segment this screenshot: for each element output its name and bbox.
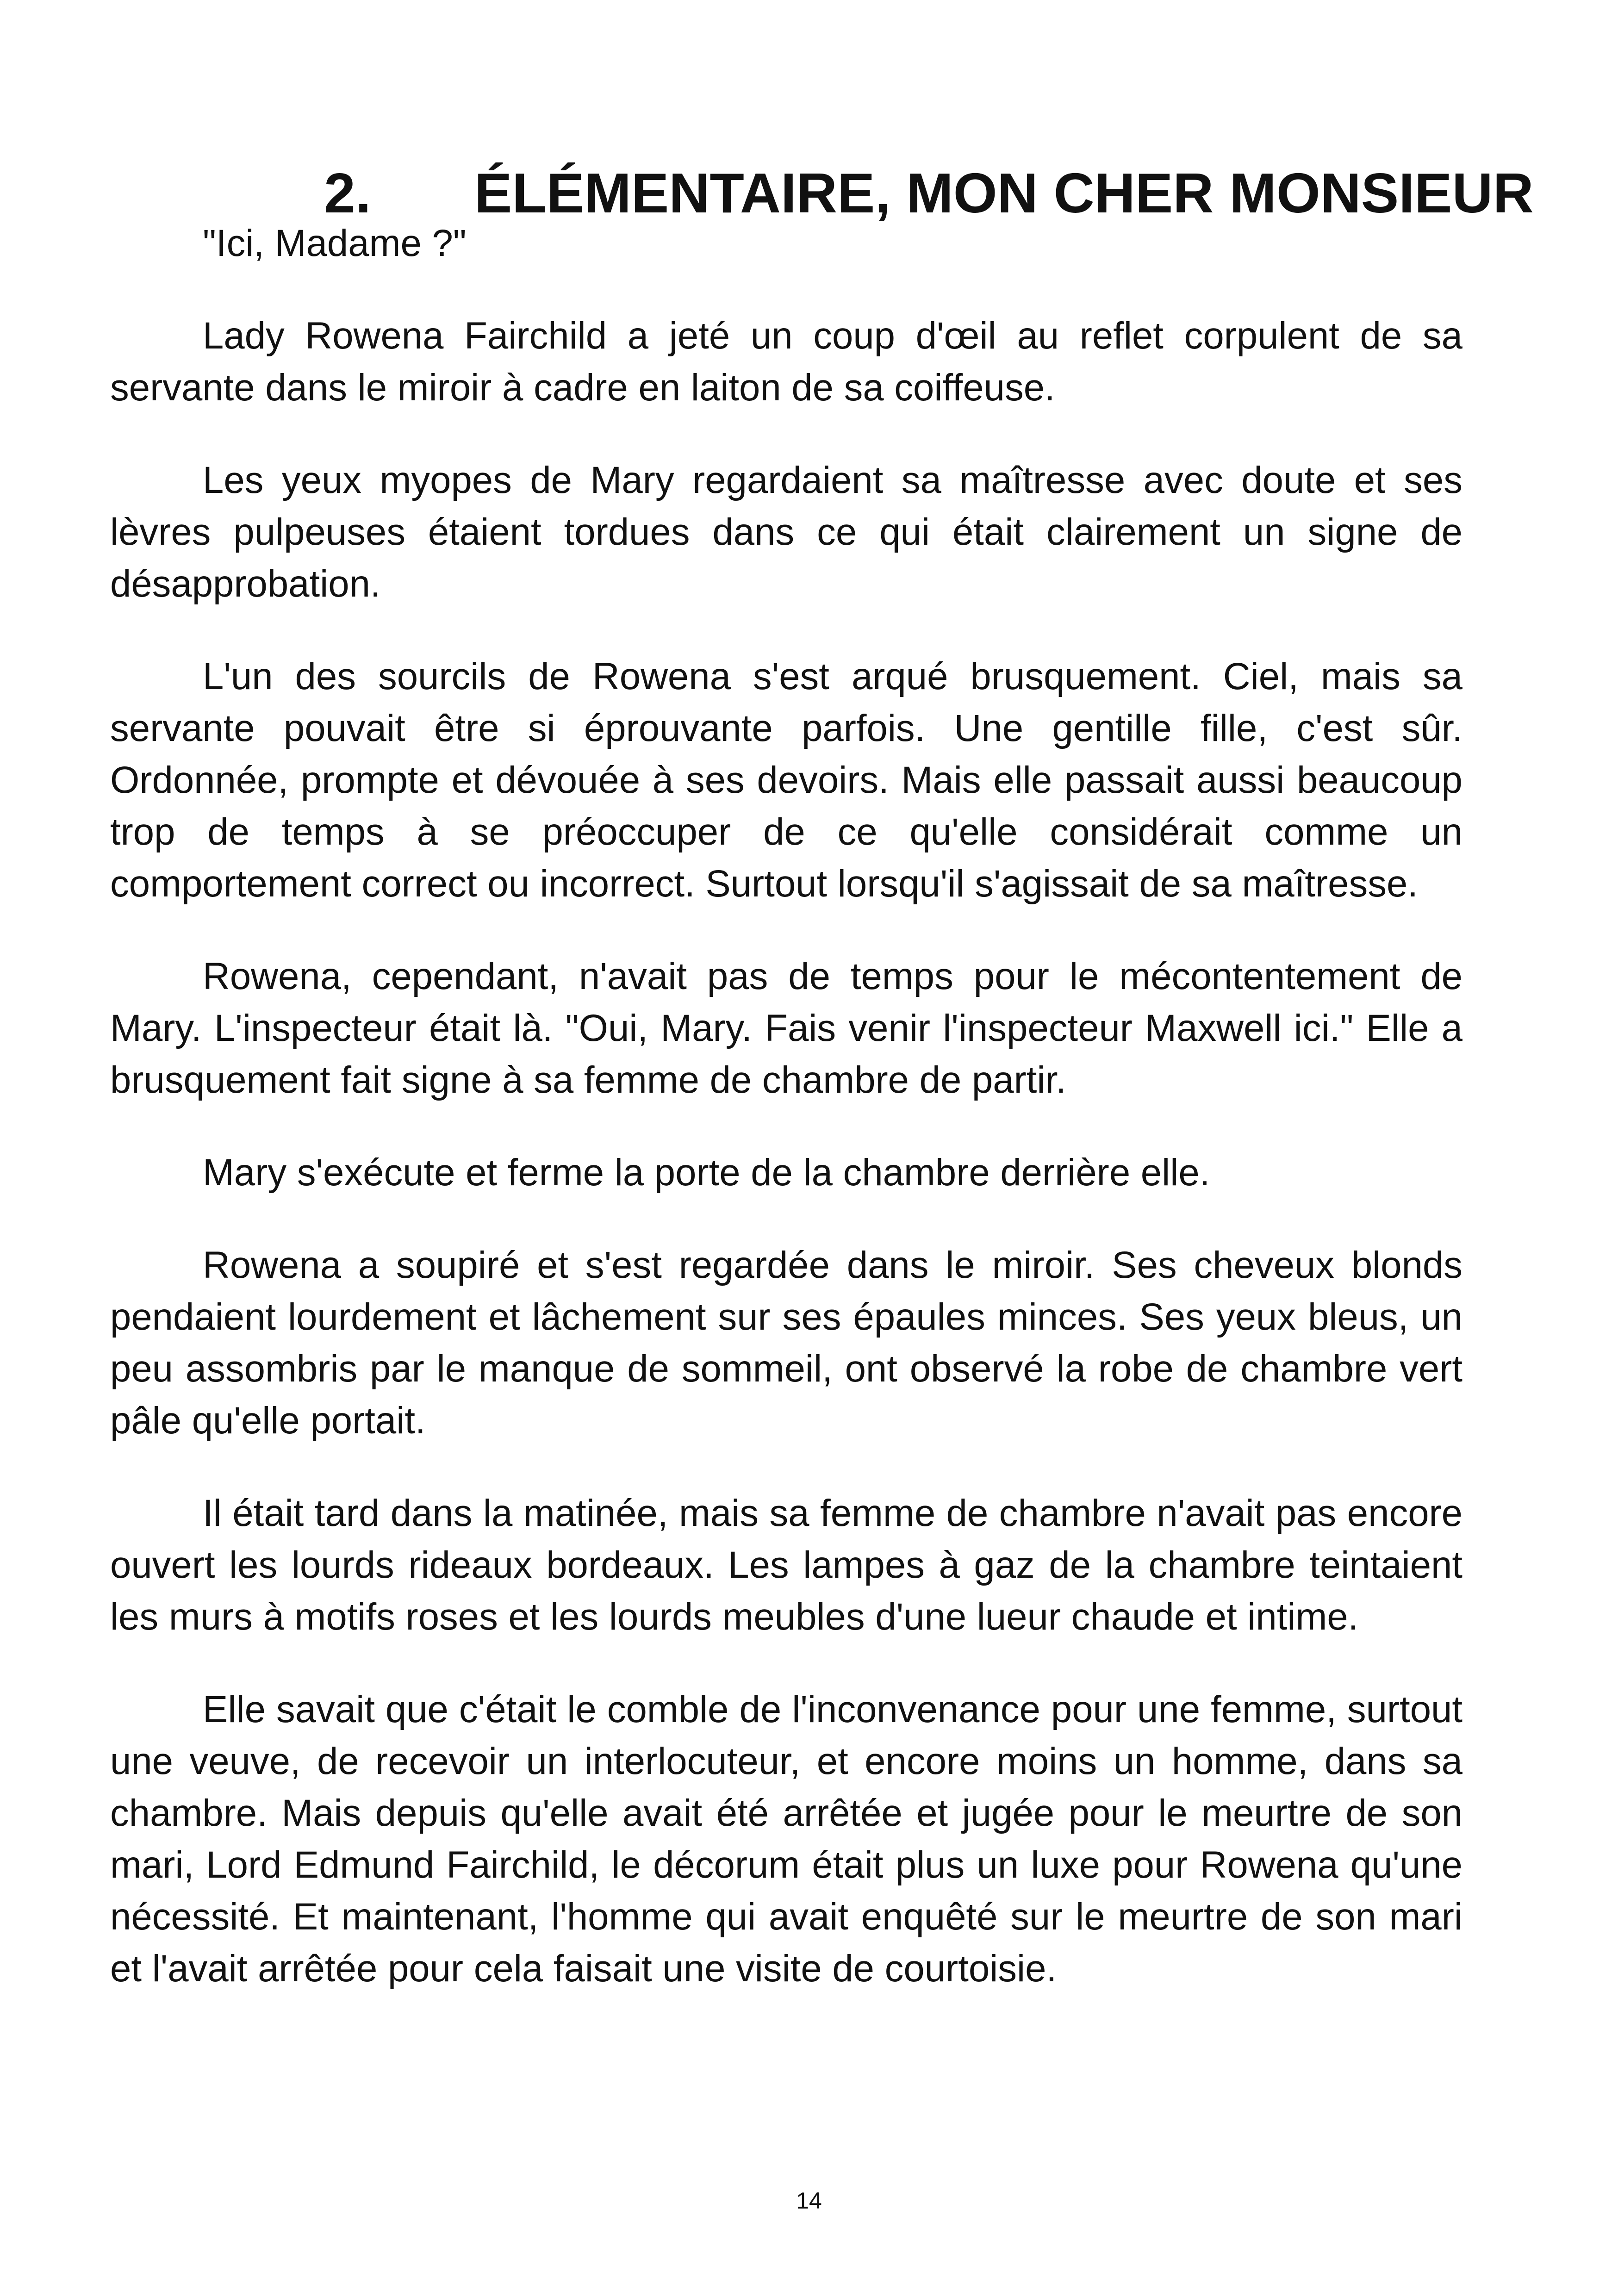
paragraph-2: Lady Rowena Fairchild a jeté un coup d'œil au reflet corpulent de sa servante dans le miroir à cadre en laiton de sa coiffeuse. bbox=[110, 315, 1462, 409]
paragraph-6: Mary s'exécute et ferme la porte de la chambre derrière elle. bbox=[203, 1151, 1210, 1194]
chapter-body bbox=[110, 218, 1462, 2035]
chapter-number: 2. bbox=[324, 161, 371, 224]
paragraph-4: L'un des sourcils de Rowena s'est arqué brusquement. Ciel, mais sa servante pouvait être si éprouvante parfois. Une gentille fille, c'est sûr. Ordonnée, prompte et dévouée à ses devoirs. Mais elle passait aussi beaucoup trop de temps à se préoccuper de ce qu'elle considérait comme un comportement correct ou incorrect. Surtout lorsqu'il s'agissait de sa maîtresse. bbox=[110, 655, 1462, 905]
paragraph-3: Les yeux myopes de Mary regardaient sa maîtresse avec doute et ses lèvres pulpeuses étaient tordues dans ce qui était clairement un signe de désapprobation. bbox=[110, 459, 1462, 605]
paragraph-8: Il était tard dans la matinée, mais sa femme de chambre n'avait pas encore ouvert les lourds rideaux bordeaux. Les lampes à gaz de la chambre teintaient les murs à motifs roses et les lourds meubles d'une lueur chaude et intime. bbox=[110, 1492, 1462, 1638]
paragraph-9: Elle savait que c'était le comble de l'inconvenance pour une femme, surtout une veuve, de recevoir un interlocuteur, et encore moins un homme, dans sa chambre. Mais depuis qu'elle avait été arrêtée et jugée pour le meurtre de son mari, Lord Edmund Fairchild, le décorum était plus un luxe pour Rowena qu'une nécessité. Et maintenant, l'homme qui avait enquêté sur le meurtre de son mari et l'avait arrêtée pour cela faisait une visite de courtoisie. bbox=[110, 1688, 1462, 1990]
chapter-title: ÉLÉMENTAIRE, MON CHER MONSIEUR bbox=[474, 161, 1534, 224]
paragraph-5: Rowena, cependant, n'avait pas de temps pour le mécontentement de Mary. L'inspecteur était là. "Oui, Mary. Fais venir l'inspecteur Maxwell ici." Elle a brusquement fait signe à sa femme de chambre de partir. bbox=[110, 955, 1462, 1101]
paragraph-7: Rowena a soupiré et s'est regardée dans le miroir. Ses cheveux blonds pendaient lourdement et lâchement sur ses épaules minces. Ses yeux bleus, un peu assombris par le manque de sommeil, ont observé la robe de chambre vert pâle qu'elle portait. bbox=[110, 1244, 1462, 1442]
paragraph-1: "Ici, Madame ?" bbox=[203, 222, 467, 264]
page-number: 14 bbox=[796, 2188, 822, 2214]
